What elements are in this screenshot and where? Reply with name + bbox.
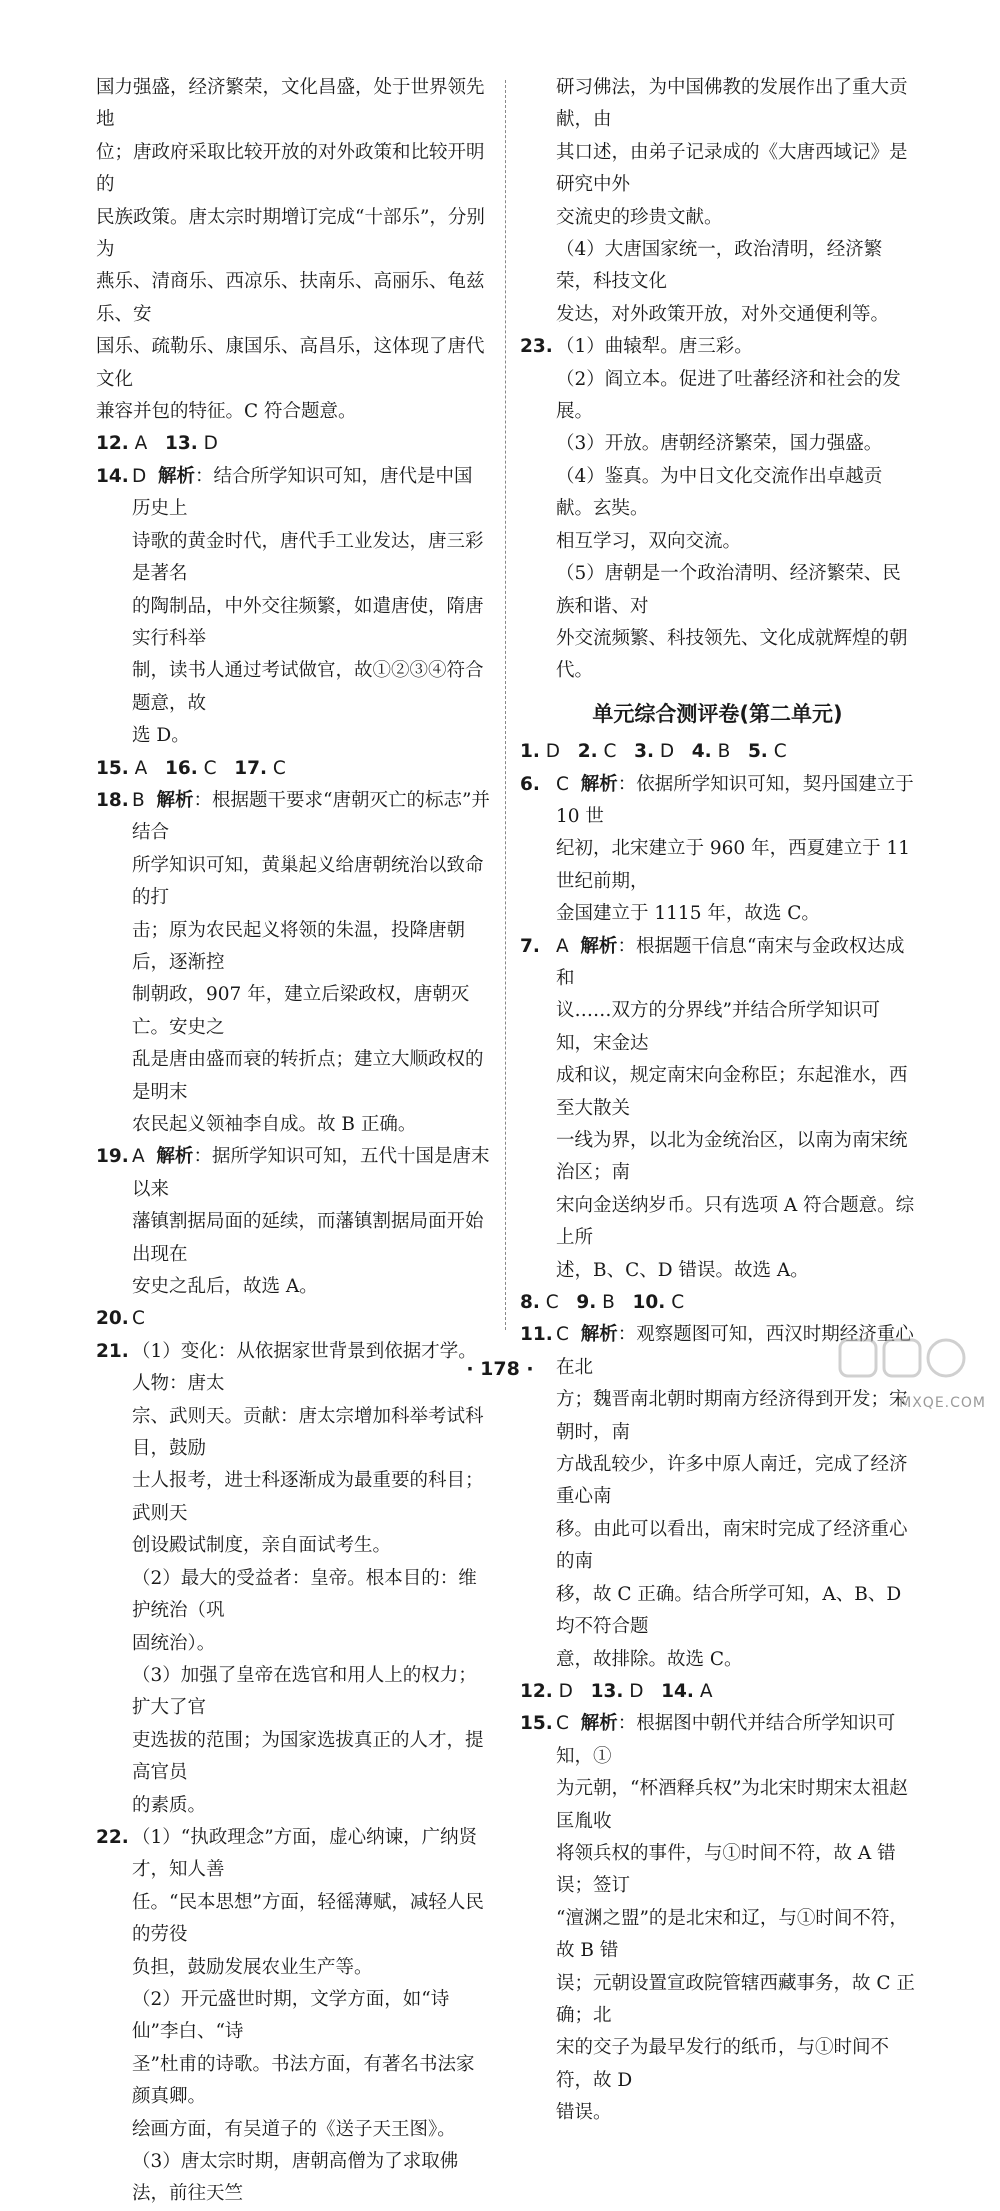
text-line: （4）鉴真。为中日文化交流作出卓越贡献。玄奘。 bbox=[556, 465, 883, 520]
analysis-label: 解析 bbox=[580, 935, 618, 957]
question-number: 20. bbox=[96, 1308, 129, 1330]
analysis-label: 解析 bbox=[158, 465, 196, 487]
text-line: 藩镇割据局面的延续，而藩镇割据局面开始出现在 bbox=[132, 1211, 484, 1265]
text-line: ：观察题图可知，西汉时期经济重心在北 bbox=[556, 1324, 914, 1378]
text-line: 的素质。 bbox=[132, 1794, 207, 1816]
question-number: 18. bbox=[96, 789, 129, 811]
answer: A bbox=[132, 1146, 145, 1168]
question-number: 15. bbox=[520, 1713, 553, 1735]
answer: D bbox=[558, 1680, 573, 1702]
answer: A bbox=[556, 935, 569, 957]
text-line: 乱是唐由盛而衰的转折点；建立大顺政权的是明末 bbox=[132, 1049, 484, 1103]
text-line: （1）“执政理念”方面，虚心纳谏，广纳贤才，知人善 bbox=[132, 1826, 478, 1881]
question-7 bbox=[520, 931, 915, 1287]
answer: D bbox=[629, 1680, 644, 1702]
answer: C bbox=[203, 757, 217, 779]
text-line: 错误。 bbox=[556, 2102, 612, 2124]
answer: D bbox=[659, 741, 675, 763]
text-line: 移，故 C 正确。结合所学可知，A、B、D 均不符合题 bbox=[556, 1583, 902, 1638]
text-line: 相互学习，双向交流。 bbox=[556, 530, 742, 552]
text-line: 制朝政，907 年，建立后梁政权，唐朝灭亡。安史之 bbox=[132, 984, 470, 1038]
text-line: 宋向金送纳岁币。只有选项 A 符合题意。综上所 bbox=[556, 1194, 915, 1249]
text-line: 创设殿试制度，亲自面试考生。 bbox=[132, 1535, 392, 1557]
text-line: 成和议，规定南宋向金称臣；东起淮水，西至大散关 bbox=[556, 1065, 908, 1119]
text-line: 国乐、疏勒乐、康国乐、高昌乐，这体现了唐代文化 bbox=[96, 336, 485, 390]
question-number: 13. bbox=[164, 433, 198, 455]
question-6 bbox=[520, 769, 915, 931]
answer: C bbox=[556, 1713, 569, 1735]
text-line: 燕乐、清商乐、西凉乐、扶南乐、高丽乐、龟兹乐、安 bbox=[96, 271, 485, 325]
answer: A bbox=[134, 757, 148, 779]
question-number: 22. bbox=[96, 1826, 129, 1848]
analysis-label: 解析 bbox=[580, 1324, 618, 1346]
text-line: 制，读书人通过考试做官，故①②③④符合题意，故 bbox=[132, 660, 484, 714]
text-line: （3）唐太宗时期，唐朝高僧为了求取佛法，前往天竺 bbox=[132, 2151, 459, 2205]
text-line: “澶渊之盟”的是北宋和辽，与①时间不符，故 B 错 bbox=[556, 1907, 908, 1962]
text-line: 意，故排除。故选 C。 bbox=[556, 1648, 743, 1670]
question-number: 15. bbox=[96, 757, 129, 779]
answer: C bbox=[132, 1308, 145, 1330]
question-number: 2. bbox=[577, 741, 598, 763]
text-line: （4）大唐国家统一，政治清明，经济繁荣，科技文化 bbox=[556, 239, 883, 293]
text-line: ：根据题干信息“南宋与金政权达成和 bbox=[556, 935, 905, 989]
question-number: 14. bbox=[96, 465, 129, 487]
text-line: 圣”杜甫的诗歌。书法方面，有著名书法家颜真卿。 bbox=[132, 2053, 475, 2108]
text-line: 方；魏晋南北朝时期南方经济得到开发；宋朝时，南 bbox=[556, 1389, 908, 1443]
question-number: 13. bbox=[590, 1680, 624, 1702]
question-number: 10. bbox=[632, 1292, 666, 1314]
analysis-label: 解析 bbox=[580, 773, 618, 795]
text-line: 发达，对外政策开放，对外交通便利等。 bbox=[556, 303, 890, 325]
question-number: 14. bbox=[661, 1680, 694, 1702]
text-line: 民族政策。唐太宗时期增订完成“十部乐”，分别为 bbox=[96, 206, 485, 261]
text-line: 位；唐政府采取比较开放的对外政策和比较开明的 bbox=[96, 141, 485, 196]
question-number: 8. bbox=[520, 1292, 540, 1314]
text-line: 宗、武则天。贡献：唐太宗增加科举考试科目，鼓励 bbox=[132, 1405, 484, 1460]
question-number: 17. bbox=[234, 757, 268, 779]
answer: C bbox=[671, 1292, 685, 1314]
question-22 bbox=[96, 1822, 491, 2211]
analysis-label: 解析 bbox=[156, 1146, 194, 1168]
question-number: 5. bbox=[747, 741, 768, 763]
text-line: 将领兵权的事件，与①时间不符，故 A 错误；签订 bbox=[556, 1842, 896, 1897]
answer: C bbox=[545, 1292, 559, 1314]
answer: B bbox=[132, 789, 145, 811]
question-number: 3. bbox=[634, 741, 654, 763]
text-line: 金国建立于 1115 年，故选 C。 bbox=[556, 903, 820, 925]
text-line: 交流史的珍贵文献。 bbox=[556, 206, 723, 228]
question-number: 1. bbox=[520, 741, 540, 763]
answer-row-8-10 bbox=[520, 1287, 915, 1319]
text-line: 绘画方面，有吴道子的《送子天王图》。 bbox=[132, 2118, 456, 2140]
question-number: 7. bbox=[520, 935, 540, 957]
text-line: （2）开元盛世时期，文学方面，如“诗仙”李白、“诗 bbox=[132, 1988, 450, 2043]
text-line: （2）阎立本。促进了吐蕃经济和社会的发展。 bbox=[556, 368, 901, 423]
section-title: 单元综合测评卷(第二单元) bbox=[592, 701, 843, 726]
text-line: 外交流频繁、科技领先、文化成就辉煌的朝代。 bbox=[556, 627, 908, 682]
question-number: 16. bbox=[164, 757, 198, 779]
text-line: 的陶制品，中外交往频繁，如遣唐使，隋唐实行科举 bbox=[132, 595, 484, 649]
question-number: 19. bbox=[96, 1146, 129, 1168]
left-column bbox=[96, 72, 491, 2211]
answer: C bbox=[603, 741, 617, 763]
text-line: 误；元朝设置宣政院管辖西藏事务，故 C 正确；北 bbox=[556, 1972, 915, 2026]
column-divider bbox=[505, 80, 506, 1330]
answer: C bbox=[556, 773, 569, 795]
right-column bbox=[520, 72, 915, 2130]
text-line: 述，B、C、D 错误。故选 A。 bbox=[556, 1259, 809, 1281]
analysis-label: 解析 bbox=[156, 789, 194, 811]
question-15 bbox=[520, 1708, 915, 2129]
text-line: 士人报考，进士科逐渐成为最重要的科目；武则天 bbox=[132, 1470, 484, 1524]
answer: A bbox=[134, 433, 148, 455]
text-line: 农民起义领袖李自成。故 B 正确。 bbox=[132, 1114, 417, 1135]
text-line: 任。“民本思想”方面，轻徭薄赋，减轻人民的劳役 bbox=[132, 1891, 484, 1946]
question-23 bbox=[520, 331, 915, 687]
text-line: 诗歌的黄金时代，唐代手工业发达，唐三彩是著名 bbox=[132, 530, 484, 585]
question-number: 6. bbox=[520, 773, 540, 795]
text-line: ：依据所学知识可知，契丹国建立于 10 世 bbox=[556, 773, 914, 827]
text-line: 议……双方的分界线”并结合所学知识可知，宋金达 bbox=[556, 1000, 880, 1054]
text-line: 纪初，北宋建立于 960 年，西夏建立于 11 世纪前期， bbox=[556, 838, 910, 892]
text-line: 其口述，由弟子记录成的《大唐西域记》是研究中外 bbox=[556, 141, 908, 196]
text-line: （1）曲辕犁。唐三彩。 bbox=[556, 336, 753, 358]
text-line: （2）最大的受益者：皇帝。根本目的：维护统治（巩 bbox=[132, 1567, 477, 1622]
question-number: 21. bbox=[96, 1340, 129, 1362]
text-line: 方战乱较少，许多中原人南迁，完成了经济重心南 bbox=[556, 1454, 908, 1508]
answer: C bbox=[272, 757, 286, 779]
text-line: 宋的交子为最早发行的纸币，与①时间不符，故 D bbox=[556, 2037, 890, 2091]
text-line: 安史之乱后，故选 A。 bbox=[132, 1276, 318, 1298]
q22-continuation bbox=[520, 72, 915, 331]
question-20 bbox=[96, 1303, 491, 1335]
text-line: ：据所学知识可知，五代十国是唐末以来 bbox=[132, 1146, 490, 1200]
question-number: 12. bbox=[520, 1680, 553, 1702]
text-line: （5）唐朝是一个政治清明、经济繁荣、民族和谐、对 bbox=[556, 563, 901, 617]
q11-continuation bbox=[96, 72, 491, 428]
analysis-label: 解析 bbox=[580, 1713, 618, 1735]
text-line: 击；原为农民起义将领的朱温，投降唐朝后，逐渐控 bbox=[132, 919, 466, 973]
page-number: · 178 · bbox=[466, 1358, 534, 1380]
text-line: （3）加强了皇帝在选官和用人上的权力；扩大了官 bbox=[132, 1664, 477, 1719]
text-line: 固统治）。 bbox=[132, 1632, 216, 1654]
text-line: ：根据图中朝代并结合所学知识可知，① bbox=[556, 1713, 896, 1767]
answer: B bbox=[602, 1292, 615, 1314]
text-line: （3）开放。唐朝经济繁荣，国力强盛。 bbox=[556, 433, 883, 455]
text-line: ：结合所学知识可知，唐代是中国历史上 bbox=[132, 465, 473, 520]
answer: C bbox=[556, 1324, 569, 1346]
question-18 bbox=[96, 785, 491, 1141]
text-line: 所学知识可知，黄巢起义给唐朝统治以致命的打 bbox=[132, 854, 484, 909]
text-line: 移。由此可以看出，南宋时完成了经济重心的南 bbox=[556, 1518, 908, 1573]
answer-row-15-17 bbox=[96, 753, 491, 785]
text-line: 国力强盛，经济繁荣，文化昌盛，处于世界领先地 bbox=[96, 77, 485, 131]
answer-row-12-13 bbox=[96, 428, 491, 460]
question-19 bbox=[96, 1141, 491, 1303]
text-line: 选 D。 bbox=[132, 725, 190, 747]
question-number: 9. bbox=[576, 1292, 597, 1314]
answer-row-1-5 bbox=[520, 736, 915, 768]
text-line: 负担，鼓励发展农业生产等。 bbox=[132, 1956, 373, 1978]
question-number: 23. bbox=[520, 336, 553, 358]
text-line: （1）变化：从依据家世背景到依据才学。人物：唐太 bbox=[132, 1340, 477, 1395]
answer: A bbox=[699, 1680, 713, 1702]
text-line: 一线为界，以北为金统治区，以南为南宋统治区；南 bbox=[556, 1130, 908, 1184]
answer: B bbox=[717, 741, 731, 763]
watermark-text: MXQE.COM bbox=[899, 1395, 986, 1411]
answer: D bbox=[132, 465, 147, 487]
question-number: 11. bbox=[520, 1324, 553, 1346]
text-line: 兼容并包的特征。C 符合题意。 bbox=[96, 401, 357, 423]
question-14 bbox=[96, 461, 491, 753]
question-number: 4. bbox=[691, 741, 712, 763]
question-21 bbox=[96, 1336, 491, 1822]
answer: D bbox=[203, 433, 218, 455]
question-number: 12. bbox=[96, 433, 129, 455]
text-line: 为元朝，“杯酒释兵权”为北宋时期宋太祖赵匡胤收 bbox=[556, 1778, 908, 1832]
answer: D bbox=[545, 741, 561, 763]
text-line: ：根据题干要求“唐朝灭亡的标志”并结合 bbox=[132, 789, 490, 844]
text-line: 吏选拔的范围；为国家选拔真正的人才，提高官员 bbox=[132, 1729, 484, 1784]
text-line: 研习佛法，为中国佛教的发展作出了重大贡献，由 bbox=[556, 77, 908, 131]
answer: C bbox=[773, 741, 787, 763]
answer-row-12-14 bbox=[520, 1676, 915, 1708]
